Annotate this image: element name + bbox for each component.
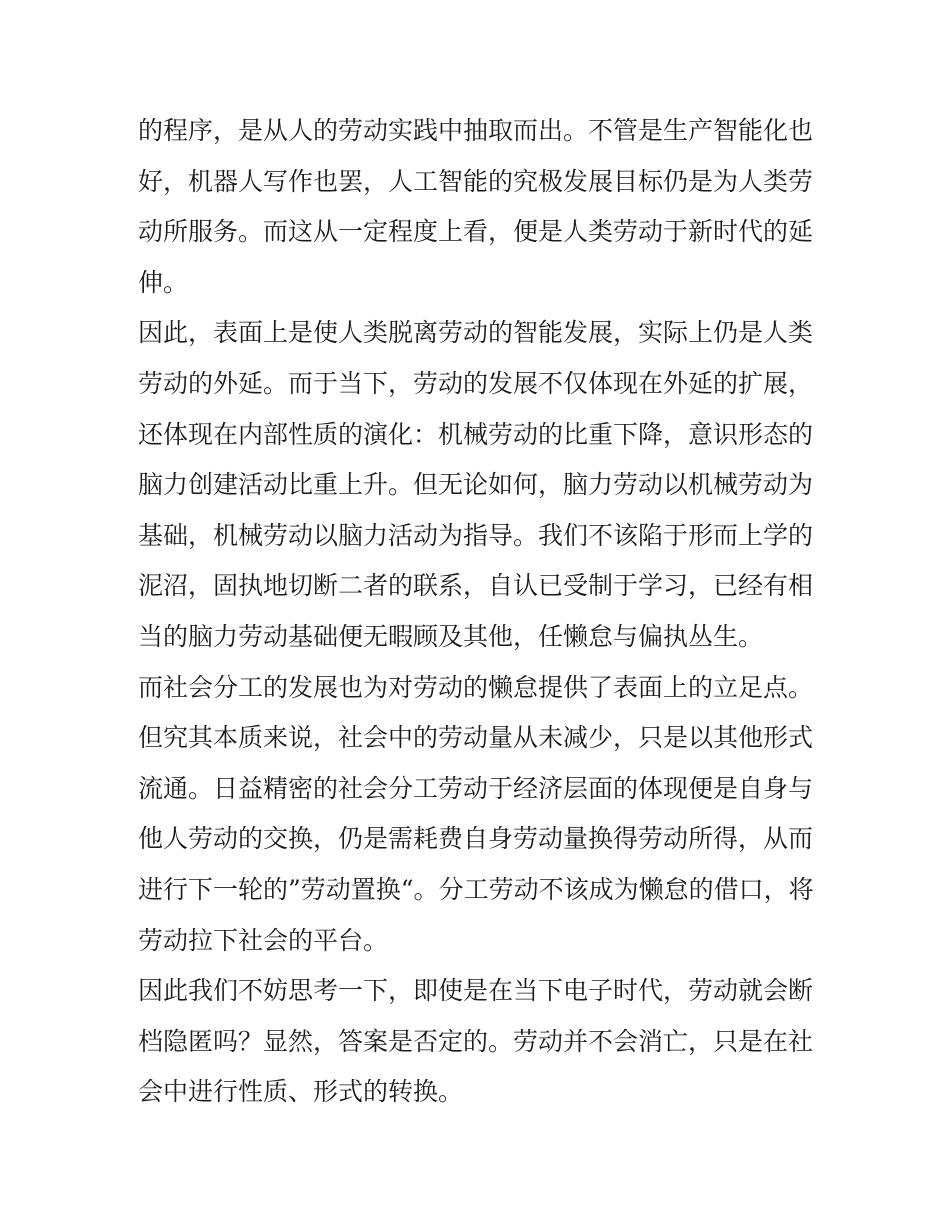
text-line: 流通。日益精密的社会分工劳动于经济层面的体现便是自身与 bbox=[138, 773, 814, 803]
text-line: 劳动的外延。而于当下，劳动的发展不仅体现在外延的扩展， bbox=[138, 368, 814, 398]
text-line: 进行下一轮的”劳动置换“。分工劳动不该成为懒怠的借口，将 bbox=[138, 874, 814, 904]
text-line: 还体现在内部性质的演化：机械劳动的比重下降，意识形态的 bbox=[138, 419, 814, 449]
text-line: 他人劳动的交换，仍是需耗费自身劳动量换得劳动所得，从而 bbox=[138, 824, 814, 854]
text-line: 脑力创建活动比重上升。但无论如何，脑力劳动以机械劳动为 bbox=[138, 470, 814, 500]
text-line: 而社会分工的发展也为对劳动的懒怠提供了表面上的立足点。 bbox=[138, 672, 814, 702]
text-line: 因此我们不妨思考一下，即使是在当下电子时代，劳动就会断 bbox=[138, 976, 814, 1006]
text-line: 当的脑力劳动基础便无暇顾及其他，任懒怠与偏执丛生。 bbox=[138, 621, 764, 651]
text-line: 会中进行性质、形式的转换。 bbox=[138, 1077, 464, 1107]
text-line: 好，机器人写作也罢，人工智能的究极发展目标仍是为人类劳 bbox=[138, 166, 814, 196]
text-line: 伸。 bbox=[138, 267, 189, 297]
text-line: 的程序，是从人的劳动实践中抽取而出。不管是生产智能化也 bbox=[138, 116, 814, 145]
text-line: 因此，表面上是使人类脱离劳动的智能发展，实际上仍是人类 bbox=[138, 318, 814, 348]
text-line: 动所服务。而这从一定程度上看，便是人类劳动于新时代的延 bbox=[138, 217, 814, 247]
text-line: 泥沼，固执地切断二者的联系，自认已受制于学习，已经有相 bbox=[138, 571, 814, 601]
text-line: 劳动拉下社会的平台。 bbox=[138, 925, 389, 955]
text-line: 档隐匿吗？显然，答案是否定的。劳动并不会消亡，只是在社 bbox=[138, 1026, 814, 1056]
text-line: 基础，机械劳动以脑力活动为指导。我们不该陷于形而上学的 bbox=[138, 520, 814, 550]
body-text bbox=[138, 106, 818, 1118]
text-line: 但究其本质来说，社会中的劳动量从未减少，只是以其他形式 bbox=[138, 723, 814, 753]
